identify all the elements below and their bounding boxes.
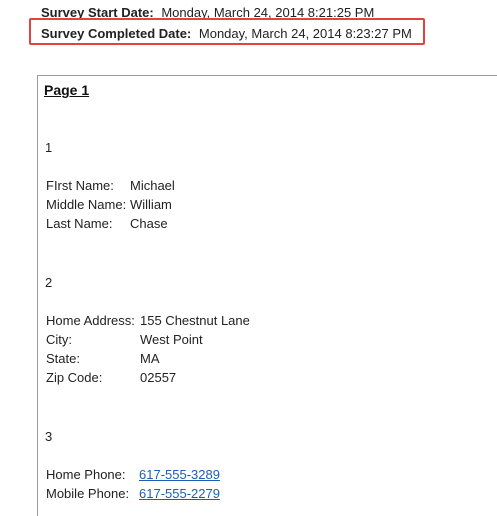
survey-completed-label: Survey Completed Date: (41, 26, 192, 41)
survey-completed-date (41, 26, 412, 41)
mobile-phone-label: Mobile Phone: (46, 486, 130, 501)
zip-code-value: 02557 (140, 370, 177, 385)
last-name-row (46, 216, 168, 231)
home-address-row (46, 313, 250, 328)
mobile-phone-row (46, 486, 220, 501)
home-phone-label: Home Phone: (46, 467, 126, 482)
middle-name-label: Middle Name: (46, 197, 127, 212)
question-number-3: 3 (45, 429, 53, 444)
middle-name-value: William (130, 197, 172, 212)
home-address-label: Home Address: (46, 313, 135, 328)
page-title: Page 1 (44, 82, 90, 98)
middle-name-row (46, 197, 172, 212)
first-name-value: Michael (130, 178, 175, 193)
zip-code-label: Zip Code: (46, 370, 103, 385)
survey-start-label: Survey Start Date: (41, 5, 154, 20)
city-label: City: (46, 332, 72, 347)
home-address-value: 155 Chestnut Lane (140, 313, 250, 328)
home-phone-link[interactable]: 617-555-3289 (139, 467, 220, 482)
survey-start-value: Monday, March 24, 2014 8:21:25 PM (161, 5, 375, 20)
state-label: State: (46, 351, 80, 366)
state-value: MA (140, 351, 160, 366)
zip-code-row (46, 370, 177, 385)
home-phone-row (46, 467, 220, 482)
last-name-label: Last Name: (46, 216, 113, 231)
mobile-phone-link[interactable]: 617-555-2279 (139, 486, 220, 501)
response-panel (37, 75, 497, 516)
first-name-row (46, 178, 175, 193)
question-number-2: 2 (45, 275, 53, 290)
question-number-1: 1 (45, 140, 53, 155)
state-row (46, 351, 160, 366)
first-name-label: FIrst Name: (46, 178, 114, 193)
survey-completed-value: Monday, March 24, 2014 8:23:27 PM (198, 26, 412, 41)
city-row (46, 332, 203, 347)
city-value: West Point (140, 332, 203, 347)
last-name-value: Chase (130, 216, 168, 231)
